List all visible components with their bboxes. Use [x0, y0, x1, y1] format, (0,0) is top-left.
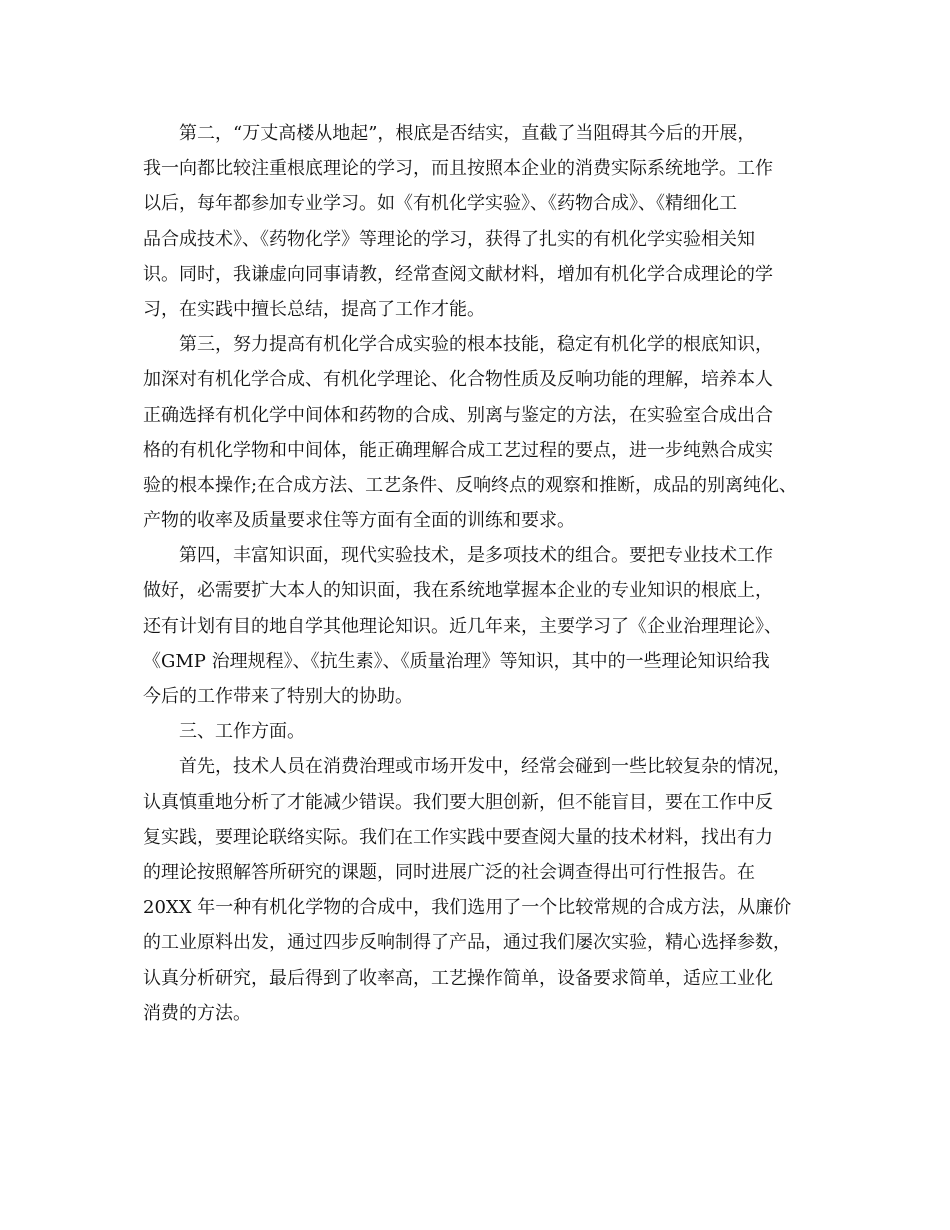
document-body: [143, 116, 823, 1031]
text-line: 认真分析研究，最后得到了收率高，工艺操作简单，设备要求简单，适应工业化: [143, 967, 773, 989]
text-line: 习，在实践中擅长总结，提高了工作才能。: [143, 298, 485, 320]
text-line: 正确选择有机化学中间体和药物的合成、别离与鉴定的方法，在实验室合成出合: [143, 404, 773, 426]
text-line: 首先，技术人员在消费治理或市场开发中，经常会碰到一些比较复杂的情况，: [143, 756, 791, 778]
text-line: 识。同时，我谦虚向同事请教，经常查阅文献材料，增加有机化学合成理论的学: [143, 263, 773, 285]
text-line: 还有计划有目的地自学其他理论知识。近几年来，主要学习了《企业治理理论》、: [143, 615, 782, 637]
text-line: 我一向都比较注重根底理论的学习，而且按照本企业的消费实际系统地学。工作: [143, 158, 773, 180]
text-line: 第四，丰富知识面，现代实验技术，是多项技术的组合。要把专业技术工作: [143, 545, 773, 567]
text-line: 第二，“万丈高楼从地起”，根底是否结实，直截了当阻碍其今后的开展，: [143, 123, 756, 144]
text-line: 今后的工作带来了特别大的协助。: [143, 686, 413, 707]
text-line: 复实践，要理论联络实际。我们在工作实践中要查阅大量的技术材料，找出有力: [143, 826, 773, 848]
text-line: 的理论按照解答所研究的课题，同时进展广泛的社会调查得出可行性报告。在: [143, 861, 755, 883]
text-line: 20XX 年一种有机化学物的合成中，我们选用了一个比较常规的合成方法，从廉价: [143, 897, 792, 919]
text-line: 认真慎重地分析了才能减少错误。我们要大胆创新，但不能盲目，要在工作中反: [143, 791, 773, 813]
text-line: 《GMP 治理规程》、《抗生素》、《质量治理》等知识，其中的一些理论知识给我: [143, 650, 770, 672]
text-line: 以后，每年都参加专业学习。如《有机化学实验》、《药物合成》、《精细化工: [143, 193, 737, 215]
text-line: 品合成技术》、《药物化学》等理论的学习，获得了扎实的有机化学实验相关知: [143, 228, 755, 250]
text-line: 加深对有机化学合成、有机化学理论、化合物性质及反响功能的理解，培养本人: [143, 369, 773, 391]
text-line: 产物的收率及质量要求住等方面有全面的训练和要求。: [143, 510, 575, 532]
text-line: 的工业原料出发，通过四步反响制得了产品，通过我们屡次实验，精心选择参数，: [143, 932, 791, 954]
text-line: 验的根本操作;在合成方法、工艺条件、反响终点的观察和推断，成品的别离纯化、: [143, 474, 798, 496]
text-line: 三、工作方面。: [143, 721, 305, 743]
text-line: 消费的方法。: [143, 1002, 251, 1024]
text-line: 第三，努力提高有机化学合成实验的根本技能，稳定有机化学的根底知识，: [143, 334, 773, 356]
text-line: 格的有机化学物和中间体，能正确理解合成工艺过程的要点，进一步纯熟合成实: [143, 439, 773, 461]
text-line: 做好，必需要扩大本人的知识面，我在系统地掌握本企业的专业知识的根底上，: [143, 580, 773, 602]
